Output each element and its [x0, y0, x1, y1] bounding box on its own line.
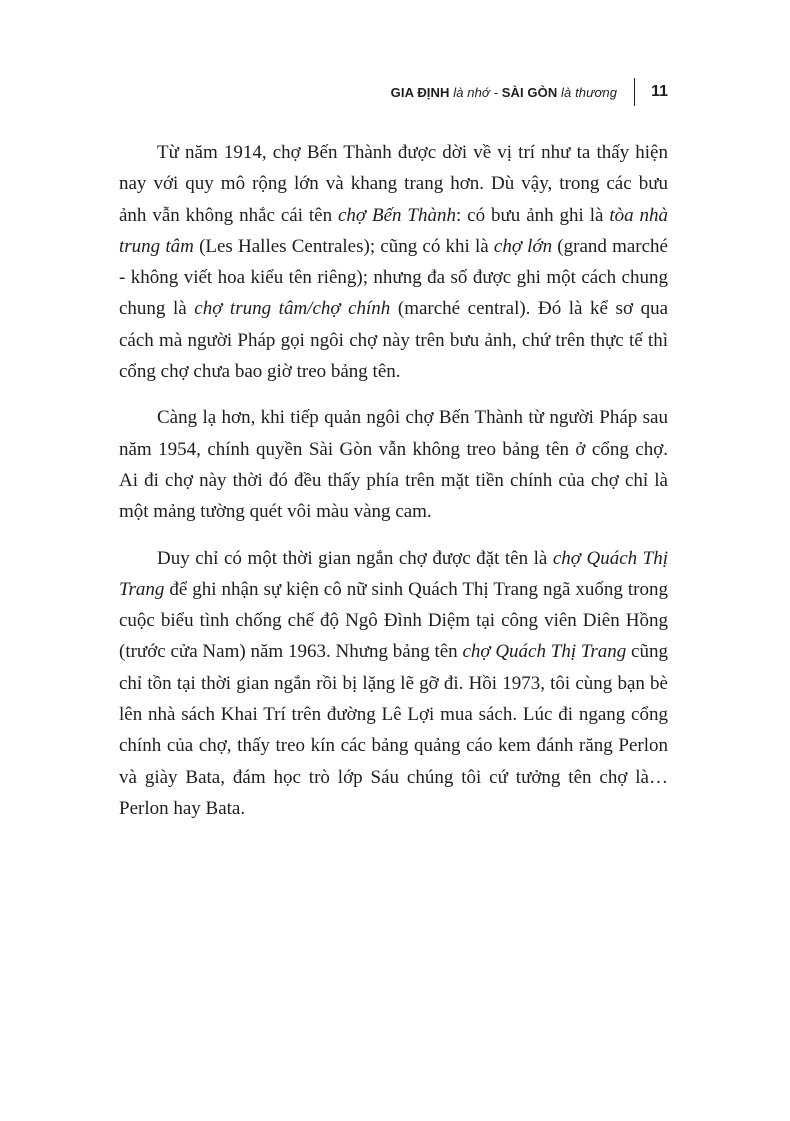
italic-run: chợ lớn [493, 235, 553, 257]
running-title-gia-dinh: GIA ĐỊNH [390, 84, 450, 100]
italic-run: chợ trung tâm/chợ chính [194, 298, 391, 320]
text-run: cũng chỉ tồn tại thời gian ngắn rồi bị lặng lẽ gỡ đi. Hồi 1973, tôi cùng bạn bè lên nhà sách Khai Trí trên đường Lê Lợi mua sách. Lúc đi ngang cổng chính của chợ, thấy treo kín các bảng quảng cáo kem đánh răng Perlon và giày Bata, đám học trò lớp Sáu chúng tôi cứ tưởng tên chợ là… Perlon hay Bata. [119, 641, 668, 819]
running-title-la-thuong: là thương [557, 84, 618, 100]
italic-run: chợ Quách Thị Trang [119, 547, 668, 600]
italic-run: chợ Bến Thành [338, 204, 456, 226]
paragraph [119, 543, 668, 825]
text-run: để ghi nhận sự kiện cô nữ sinh Quách Thị Trang ngã xuống trong cuộc biểu tình chống chế độ Ngô Đình Diệm tại công viên Diên Hồng (trước cửa Nam) năm 1963. Nhưng bảng tên [119, 578, 668, 663]
text-run: (Les Halles Centrales); cũng có khi là [193, 235, 494, 257]
header-divider [634, 78, 635, 106]
italic-run: chợ Quách Thị Trang [462, 641, 627, 663]
running-header [391, 78, 668, 106]
running-title [391, 85, 617, 100]
running-title-sai-gon: SÀI GÒN [501, 84, 558, 100]
body-text [119, 137, 668, 824]
paragraph [119, 137, 668, 387]
running-title-la-nho: là nhớ - [449, 84, 502, 100]
text-run: Càng lạ hơn, khi tiếp quản ngôi chợ Bến Thành từ người Pháp sau năm 1954, chính quyền Sài Gòn vẫn không treo bảng tên ở cổng chợ. Ai đi chợ này thời đó đều thấy phía trên mặt tiền chính của chợ chỉ là một mảng tường quét vôi màu vàng cam. [119, 407, 668, 523]
italic-run: tòa nhà trung tâm [119, 204, 669, 257]
text-run: (marché central). Đó là kể sơ qua cách mà người Pháp gọi ngôi chợ này trên bưu ảnh, chứ trên thực tế thì cổng chợ chưa bao giờ treo bảng tên. [119, 298, 668, 383]
text-run: Duy chỉ có một thời gian ngắn chợ được đặt tên là [157, 547, 553, 569]
text-run: (grand marché - không viết hoa kiểu tên riêng); nhưng đa số được ghi một cách chung chung là [119, 235, 668, 320]
page-number: 11 [651, 83, 668, 100]
text-run: Từ năm 1914, chợ Bến Thành được dời về vị trí như ta thấy hiện nay với quy mô rộng lớn và khang trang hơn. Dù vậy, trong các bưu ảnh vẫn không nhắc cái tên [119, 142, 668, 226]
paragraph [119, 402, 668, 527]
text-run: : có bưu ảnh ghi là [455, 204, 610, 226]
